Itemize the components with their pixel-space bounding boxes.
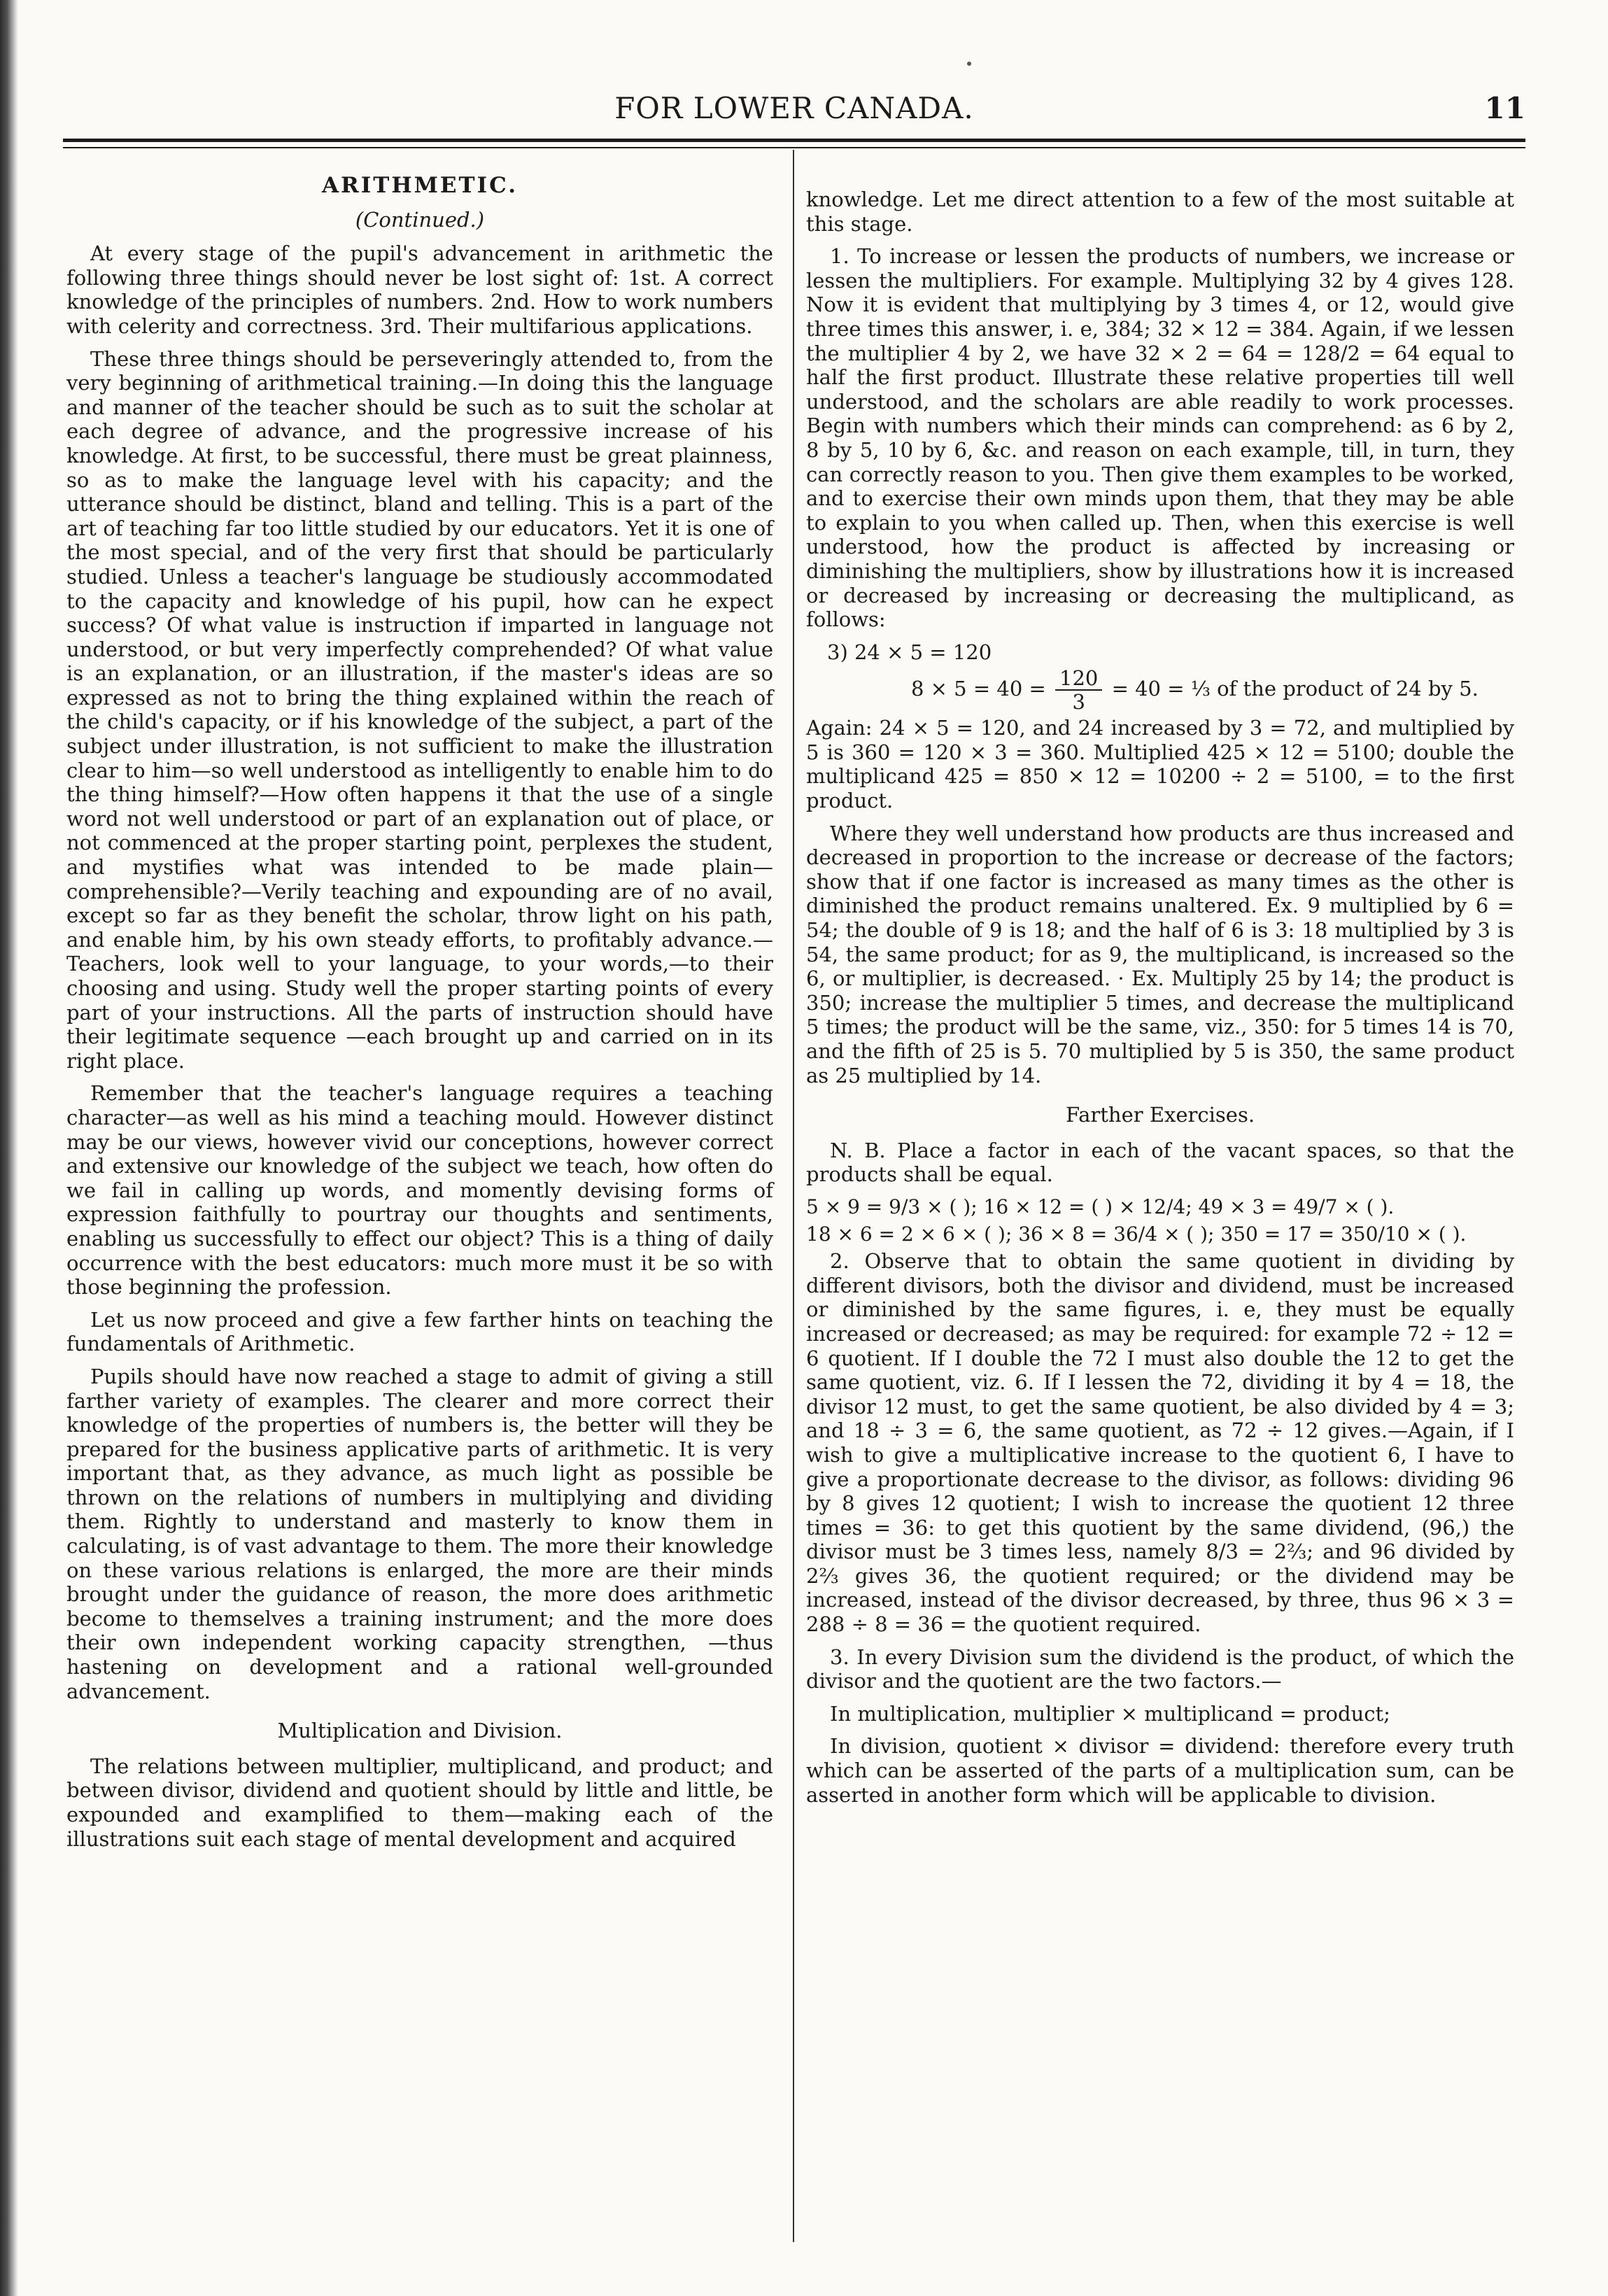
paragraph: knowledge. Let me direct attention to a few of the most suitable at this stage. <box>806 188 1514 236</box>
ink-speck <box>967 62 971 66</box>
article-subheading: (Continued.) <box>355 207 485 232</box>
paragraph: At every stage of the pupil's advancement in arithmetic the following three things should never be lost sight of: 1st. A correct knowledge of the principles of numbers. 2nd. How to work numbers with celerity and correctness. 3rd. Their multifarious applications. <box>66 241 773 338</box>
section-title: Farther Exercises. <box>1065 1103 1255 1127</box>
article-heading: ARITHMETIC. <box>321 173 519 198</box>
fraction-denominator: 3 <box>1072 690 1085 714</box>
paragraph: Let us now proceed and give a few farther hints on teaching the fundamentals of Arithmetic. <box>66 1307 773 1356</box>
page-header <box>63 91 1525 126</box>
paragraph: 1. To increase or lessen the products of numbers, we increase or lessen the multipliers. For example. Multiplying 32 by 4 gives 128. Now it is evident that multiplying by 3 times 4, or 12, would give three times this answer, i. e, 384; 32 × 12 = 384. Again, if we lessen the multiplier 4 by 2, we have 32 × 2 = 64 = 128/2 = 64 equal to half the first product. Illustrate these relative properties till well understood, and the scholars are able readily to work processes. Begin with numbers which their minds can comprehend: as 6 by 2, 8 by 5, 10 by 6, &c. and reason on each example, till, in turn, they can correctly reason to you. Then give them examples to be worked, and to exercise their own minds upon them, that they may be able to explain to you when called up. Then, when this exercise is well understood, how the product is affected by increasing or diminishing the multipliers, show by illustrations how it is increased or decreased by increasing or decreasing the multiplicand, as follows: <box>806 244 1514 632</box>
running-title: FOR LOWER CANADA. <box>614 91 974 125</box>
paragraph: Where they well understand how products are thus increased and decreased in proportion to the increase or decrease of the factors; show that if one factor is increased as many times as the other is diminished the product remains unaltered. Ex. 9 multiplied by 6 = 54; the double of 9 is 18; and the half of 6 is 3: 18 multiplied by 3 is 54, the same product; for as 9, the multiplicand, is increased so the 6, or multiplier, is decreased. · Ex. Multiply 25 by 14; the product is 350; increase the multiplier 5 times, and decrease the multiplicand 5 times; the product will be the same, viz., 350: for 5 times 14 is 70, and the fifth of 25 is 5. 70 multiplied by 5 is 350, the same product as 25 multiplied by 14. <box>806 821 1514 1087</box>
page-binding-edge <box>0 0 18 2296</box>
header-rule-thick <box>63 139 1525 142</box>
fraction-numerator: 120 <box>1055 667 1102 691</box>
paragraph: In multiplication, multiplier × multiplicand = product; <box>830 1701 1390 1726</box>
paragraph: 2. Observe that to obtain the same quotient in dividing by different divisors, both the divisor and dividend, must be increased or diminished by the same figures, i. e, they must be equally increased or decreased; as may be required: for example 72 ÷ 12 = 6 quotient. If I double the 72 I must also double the 12 to get the same quotient, viz. 6. If I lessen the 72, dividing it by 4 = 18, the divisor 12 must, to get the same quotient, be also divided by 4 = 3; and 18 ÷ 3 = 6, the same quotient, as 72 ÷ 12 gives.—Again, if I wish to give a multiplicative increase to the quotient 6, I have to give a proportionate decrease to the divisor, as follows: dividing 96 by 8 gives 12 quotient; I wish to increase the quotient 12 three times = 36: to get this quotient by the same dividend, (96,) the divisor must be 3 times less, namely 8/3 = 2⅔; and 96 divided by 2⅔ gives 36, the quotient required; or the dividend may be increased, instead of the divisor decreased, by three, thus 96 × 3 = 288 ÷ 8 = 36 = the quotient required. <box>806 1249 1514 1637</box>
paragraph: The relations between multiplier, multiplicand, and product; and between divisor, dividend and quotient should by little and little, be expounded and examplified to them—making each of the illustrations suit each stage of mental development and acquired <box>66 1754 773 1851</box>
page-number: 11 <box>1484 91 1525 125</box>
paragraph: These three things should be perseveringly attended to, from the very beginning of arithmetical training.—In doing this the language and manner of the teacher should be such as to suit the scholar at each degree of advance, and the progressive increase of his knowledge. At first, to be successful, there must be great plainness, so as to make the language level with his capacity; and the utterance should be distinct, bland and telling. This is a part of the art of teaching far too little studied by our educators. Yet it is one of the most special, and of the very first that should be particularly studied. Unless a teacher's language be studiously accommodated to the capacity and knowledge of his pupil, how can he expect success? Of what value is instruction if imparted in language not understood, or but very imperfectly comprehended? Of what value is an explanation, or an illustration, if the master's ideas are so expressed as not to bring the thing explained within the reach of the child's capacity, or if his knowledge of the subject, a part of the subject under illustration, is not sufficient to make the illustration clear to him—so well understood as intelligently to enable him to do the thing himself?—How often happens it that the use of a single word not well understood or part of an explanation out of place, or not commenced at the proper starting point, perplexes the student, and mystifies what was intended to be made plain—comprehensible?—Verily teaching and expounding are of no avail, except so far as they benefit the scholar, throw light on his path, and enable him, by his own steady efforts, to profitably advance.—Teachers, look well to your language, to your words,—to their choosing and using. Study well the proper starting points of every part of your instructions. All the parts of instruction should have their legitimate sequence —each brought up and carried on in its right place. <box>66 346 773 1073</box>
section-title: Multiplication and Division. <box>277 1719 563 1743</box>
paragraph: Again: 24 × 5 = 120, and 24 increased by 3 = 72, and multiplied by 5 is 360 = 120 × 3 = 360. Multiplied 425 × 12 = 5100; double the multiplicand 425 = 850 × 12 = 10200 ÷ 2 = 5100, = to the first product. <box>806 716 1514 813</box>
equation-text: 8 × 5 = 40 = <box>911 677 1046 701</box>
right-column <box>806 188 1514 1815</box>
left-column <box>66 168 773 1859</box>
paragraph: Remember that the teacher's language requires a teaching character—as well as his mind a teaching mould. However distinct may be our views, however vivid our conceptions, however correct and extensive our knowledge of the subject we teach, how often do we fail in calling up words, and momently devising forms of expression faithfully to pourtray our thoughts and sentiments, enabling us successfully to effect our object? This is a thing of daily occurrence with the best educators: much more must it be so with those beginning the profession. <box>66 1081 773 1300</box>
paragraph: 3. In every Division sum the dividend is the product, of which the divisor and the quotient are the two factors.— <box>806 1644 1514 1693</box>
equation <box>806 640 1514 665</box>
equation-text: 3) 24 × 5 = 120 <box>827 640 992 664</box>
exercise-line: 5 × 9 = 9/3 × ( ); 16 × 12 = ( ) × 12/4; 49 × 3 = 49/7 × ( ). <box>806 1195 1395 1218</box>
paragraph: Pupils should have now reached a stage to admit of giving a still farther variety of examples. The clearer and more correct their knowledge of the properties of numbers is, the better will they be prepared for the business applicative parts of arithmetic. It is very important that, as they advance, as much light as possible be thrown on the relations of numbers in multiplying and dividing them. Rightly to understand and masterly to know them in calculating, is of vast advantage to them. The more their knowledge on these various relations is enlarged, the more are their minds brought under the guidance of reason, the more does arithmetic become to themselves a training instrument; and the more does their own independent working capacity strengthen, —thus hastening on development and a rational well-grounded advancement. <box>66 1364 773 1703</box>
equation <box>806 667 1514 713</box>
column-divider <box>793 150 794 2242</box>
paragraph: N. B. Place a factor in each of the vacant spaces, so that the products shall be equal. <box>806 1138 1514 1187</box>
equation-text: = 40 = ⅓ of the product of 24 by 5. <box>1111 677 1479 701</box>
paragraph: In division, quotient × divisor = dividend: therefore every truth which can be asserted of the parts of a multiplication sum, can be asserted in another form which will be applicable to division. <box>806 1734 1514 1807</box>
fraction <box>1055 667 1102 713</box>
header-rule-thin <box>63 147 1525 148</box>
exercise-line: 18 × 6 = 2 × 6 × ( ); 36 × 8 = 36/4 × ( ); 350 = 17 = 350/10 × ( ). <box>806 1222 1467 1246</box>
